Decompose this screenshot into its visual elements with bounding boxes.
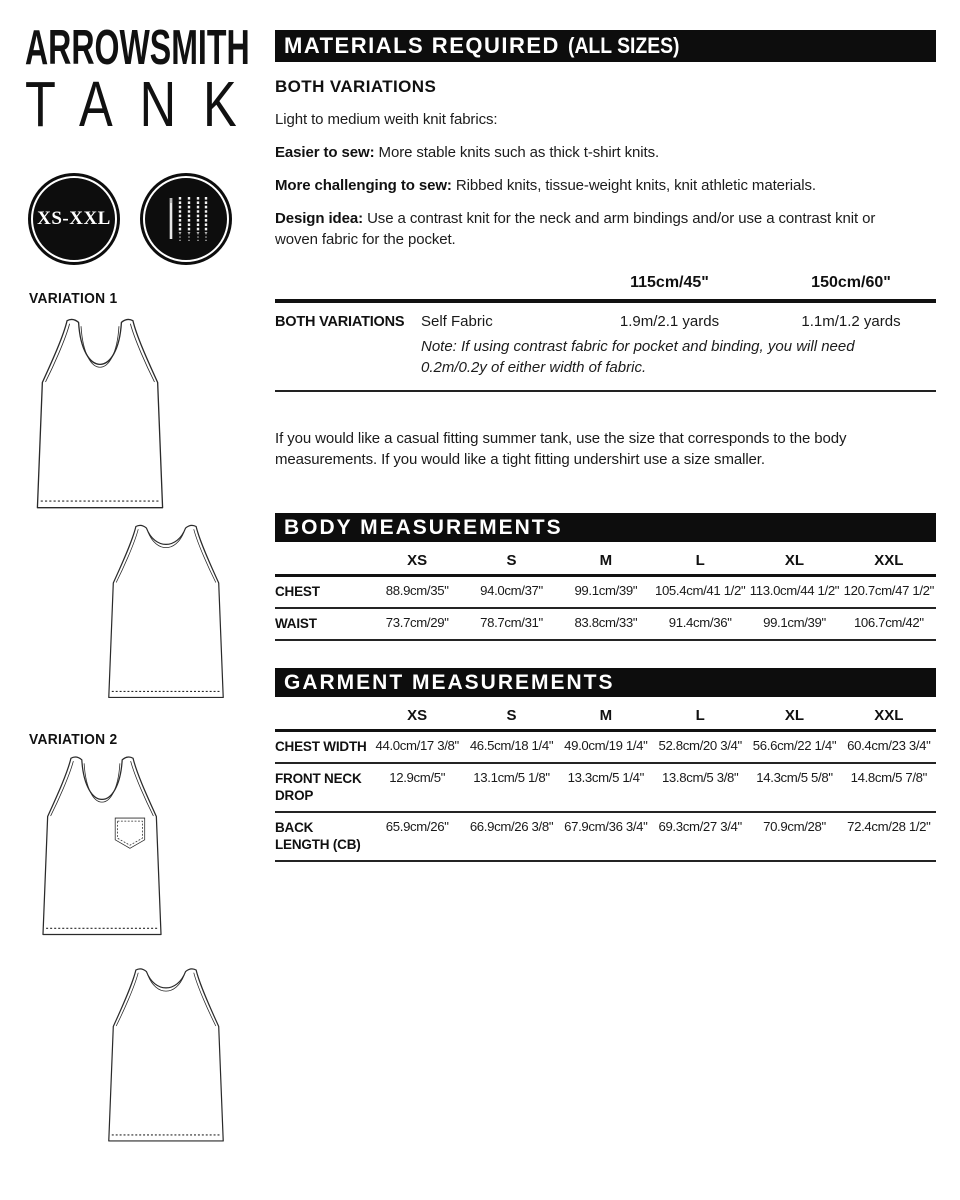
size-col-header: XXL	[842, 542, 936, 576]
table-row-chest-width	[275, 731, 936, 764]
measurement-value: 106.7cm/42"	[842, 608, 936, 640]
fabric-note: Note: If using contrast fabric for pocket and binding, you will need 0.2m/0.2y of either width of fabric.	[421, 338, 855, 376]
measurement-value: 52.8cm/20 3/4"	[653, 731, 747, 764]
tip-easier-label: Easier to sew:	[275, 144, 375, 161]
measurement-value: 12.9cm/5"	[370, 763, 464, 812]
fabric-intro-text: Light to medium weith knit fabrics:	[275, 111, 498, 128]
tip-design-idea-label: Design idea:	[275, 210, 363, 227]
size-col-header: XS	[370, 697, 464, 731]
row-label: CHEST	[275, 576, 370, 609]
row-label: FRONT NECK DROP	[275, 763, 370, 812]
materials-title: MATERIALS REQUIRED	[284, 33, 560, 58]
fabric-yardage-table	[275, 274, 936, 392]
measurement-value: 13.8cm/5 3/8"	[653, 763, 747, 812]
materials-title-suffix: (ALL SIZES)	[567, 33, 680, 58]
measurement-value: 65.9cm/26"	[370, 812, 464, 861]
measurement-value: 69.3cm/27 3/4"	[653, 812, 747, 861]
measurement-value: 13.3cm/5 1/4"	[559, 763, 653, 812]
fabric-row-item: Self Fabric	[421, 313, 493, 330]
measurement-value: 78.7cm/31"	[464, 608, 558, 640]
size-col-header: S	[464, 697, 558, 731]
variation-2-back-drawing	[102, 956, 230, 1161]
size-range-label: XS-XXL	[37, 208, 111, 229]
measurement-value: 49.0cm/19 1/4"	[559, 731, 653, 764]
tip-challenging-text: Ribbed knits, tissue-weight knits, knit athletic materials.	[451, 177, 816, 194]
fabric-width-col-1: 115cm/45"	[630, 274, 709, 291]
size-col-header: XS	[370, 542, 464, 576]
measurement-value: 60.4cm/23 3/4"	[842, 731, 936, 764]
garment-measurements-header: GARMENT MEASUREMENTS	[275, 668, 936, 697]
size-col-header: XL	[747, 542, 841, 576]
needles-badge	[140, 173, 232, 265]
variation-2-label: VARIATION 2	[29, 731, 118, 748]
measurement-value: 66.9cm/26 3/8"	[464, 812, 558, 861]
measurement-value: 14.3cm/5 5/8"	[747, 763, 841, 812]
fabric-table-row	[275, 303, 936, 330]
sizing-advice-text: If you would like a casual fitting summer tank, use the size that corresponds to the body measurements. If you would like a tight fitting undershirt use a size smaller.	[275, 430, 847, 468]
variation-1-label: VARIATION 1	[29, 290, 118, 307]
table-row-back-length	[275, 812, 936, 861]
variation-1-back-drawing	[102, 511, 230, 719]
measurement-value: 13.1cm/5 1/8"	[464, 763, 558, 812]
materials-section-header	[275, 30, 936, 62]
garment-measurements-table	[275, 697, 936, 862]
measurement-value: 83.8cm/33"	[559, 608, 653, 640]
table-row-front-neck-drop	[275, 763, 936, 812]
fabric-table-header-row	[275, 274, 936, 299]
row-label: WAIST	[275, 608, 370, 640]
variation-2-front-drawing	[36, 748, 168, 951]
measurement-value: 105.4cm/41 1/2"	[653, 576, 747, 609]
measurement-value: 99.1cm/39"	[559, 576, 653, 609]
garment-size-header-row	[275, 697, 936, 731]
measurement-value: 46.5cm/18 1/4"	[464, 731, 558, 764]
needles-icon	[156, 189, 216, 249]
measurement-value: 72.4cm/28 1/2"	[842, 812, 936, 861]
measurement-value: 91.4cm/36"	[653, 608, 747, 640]
content-column	[275, 30, 936, 862]
brand-subtitle: TANK	[25, 68, 264, 140]
body-measurements-header: BODY MEASUREMENTS	[275, 513, 936, 542]
measurement-value: 94.0cm/37"	[464, 576, 558, 609]
size-col-header: L	[653, 697, 747, 731]
measurement-value: 113.0cm/44 1/2"	[747, 576, 841, 609]
measurement-value: 120.7cm/47 1/2"	[842, 576, 936, 609]
measurement-value: 88.9cm/35"	[370, 576, 464, 609]
size-col-header: XXL	[842, 697, 936, 731]
tip-challenging	[275, 175, 936, 196]
table-row-chest	[275, 576, 936, 609]
tip-challenging-label: More challenging to sew:	[275, 177, 452, 194]
measurement-value: 73.7cm/29"	[370, 608, 464, 640]
fabric-table-body	[275, 299, 936, 392]
fabric-row-label: BOTH VARIATIONS	[275, 314, 405, 330]
measurement-value: 44.0cm/17 3/8"	[370, 731, 464, 764]
table-row-waist	[275, 608, 936, 640]
variation-1-front-drawing	[30, 316, 170, 519]
size-col-header: S	[464, 542, 558, 576]
size-col-header: XL	[747, 697, 841, 731]
tip-easier-text: More stable knits such as thick t-shirt knits.	[374, 144, 660, 161]
measurement-value: 99.1cm/39"	[747, 608, 841, 640]
tip-design-idea-text: Use a contrast knit for the neck and arm bindings and/or use a contrast knit or woven fabric for the pocket.	[275, 210, 876, 248]
fabric-yardage-115: 1.9m/2.1 yards	[619, 313, 720, 330]
size-col-header: L	[653, 542, 747, 576]
size-col-header: M	[559, 542, 653, 576]
tip-design-idea	[275, 208, 915, 250]
size-col-header: M	[559, 697, 653, 731]
row-label: BACK LENGTH (CB)	[275, 812, 370, 861]
measurement-value: 56.6cm/22 1/4"	[747, 731, 841, 764]
size-range-badge	[28, 173, 120, 265]
body-measurements-table	[275, 542, 936, 641]
row-label: CHEST WIDTH	[275, 731, 370, 764]
measurement-value: 67.9cm/36 3/4"	[559, 812, 653, 861]
measurement-value: 14.8cm/5 7/8"	[842, 763, 936, 812]
brand-title: ARROWSMITH	[25, 21, 250, 75]
body-size-header-row	[275, 542, 936, 576]
tip-easier	[275, 142, 936, 163]
both-variations-subhead: BOTH VARIATIONS	[275, 77, 437, 96]
fabric-yardage-150: 1.1m/1.2 yards	[801, 313, 901, 330]
measurement-value: 70.9cm/28"	[747, 812, 841, 861]
fabric-width-col-2: 150cm/60"	[811, 274, 891, 291]
